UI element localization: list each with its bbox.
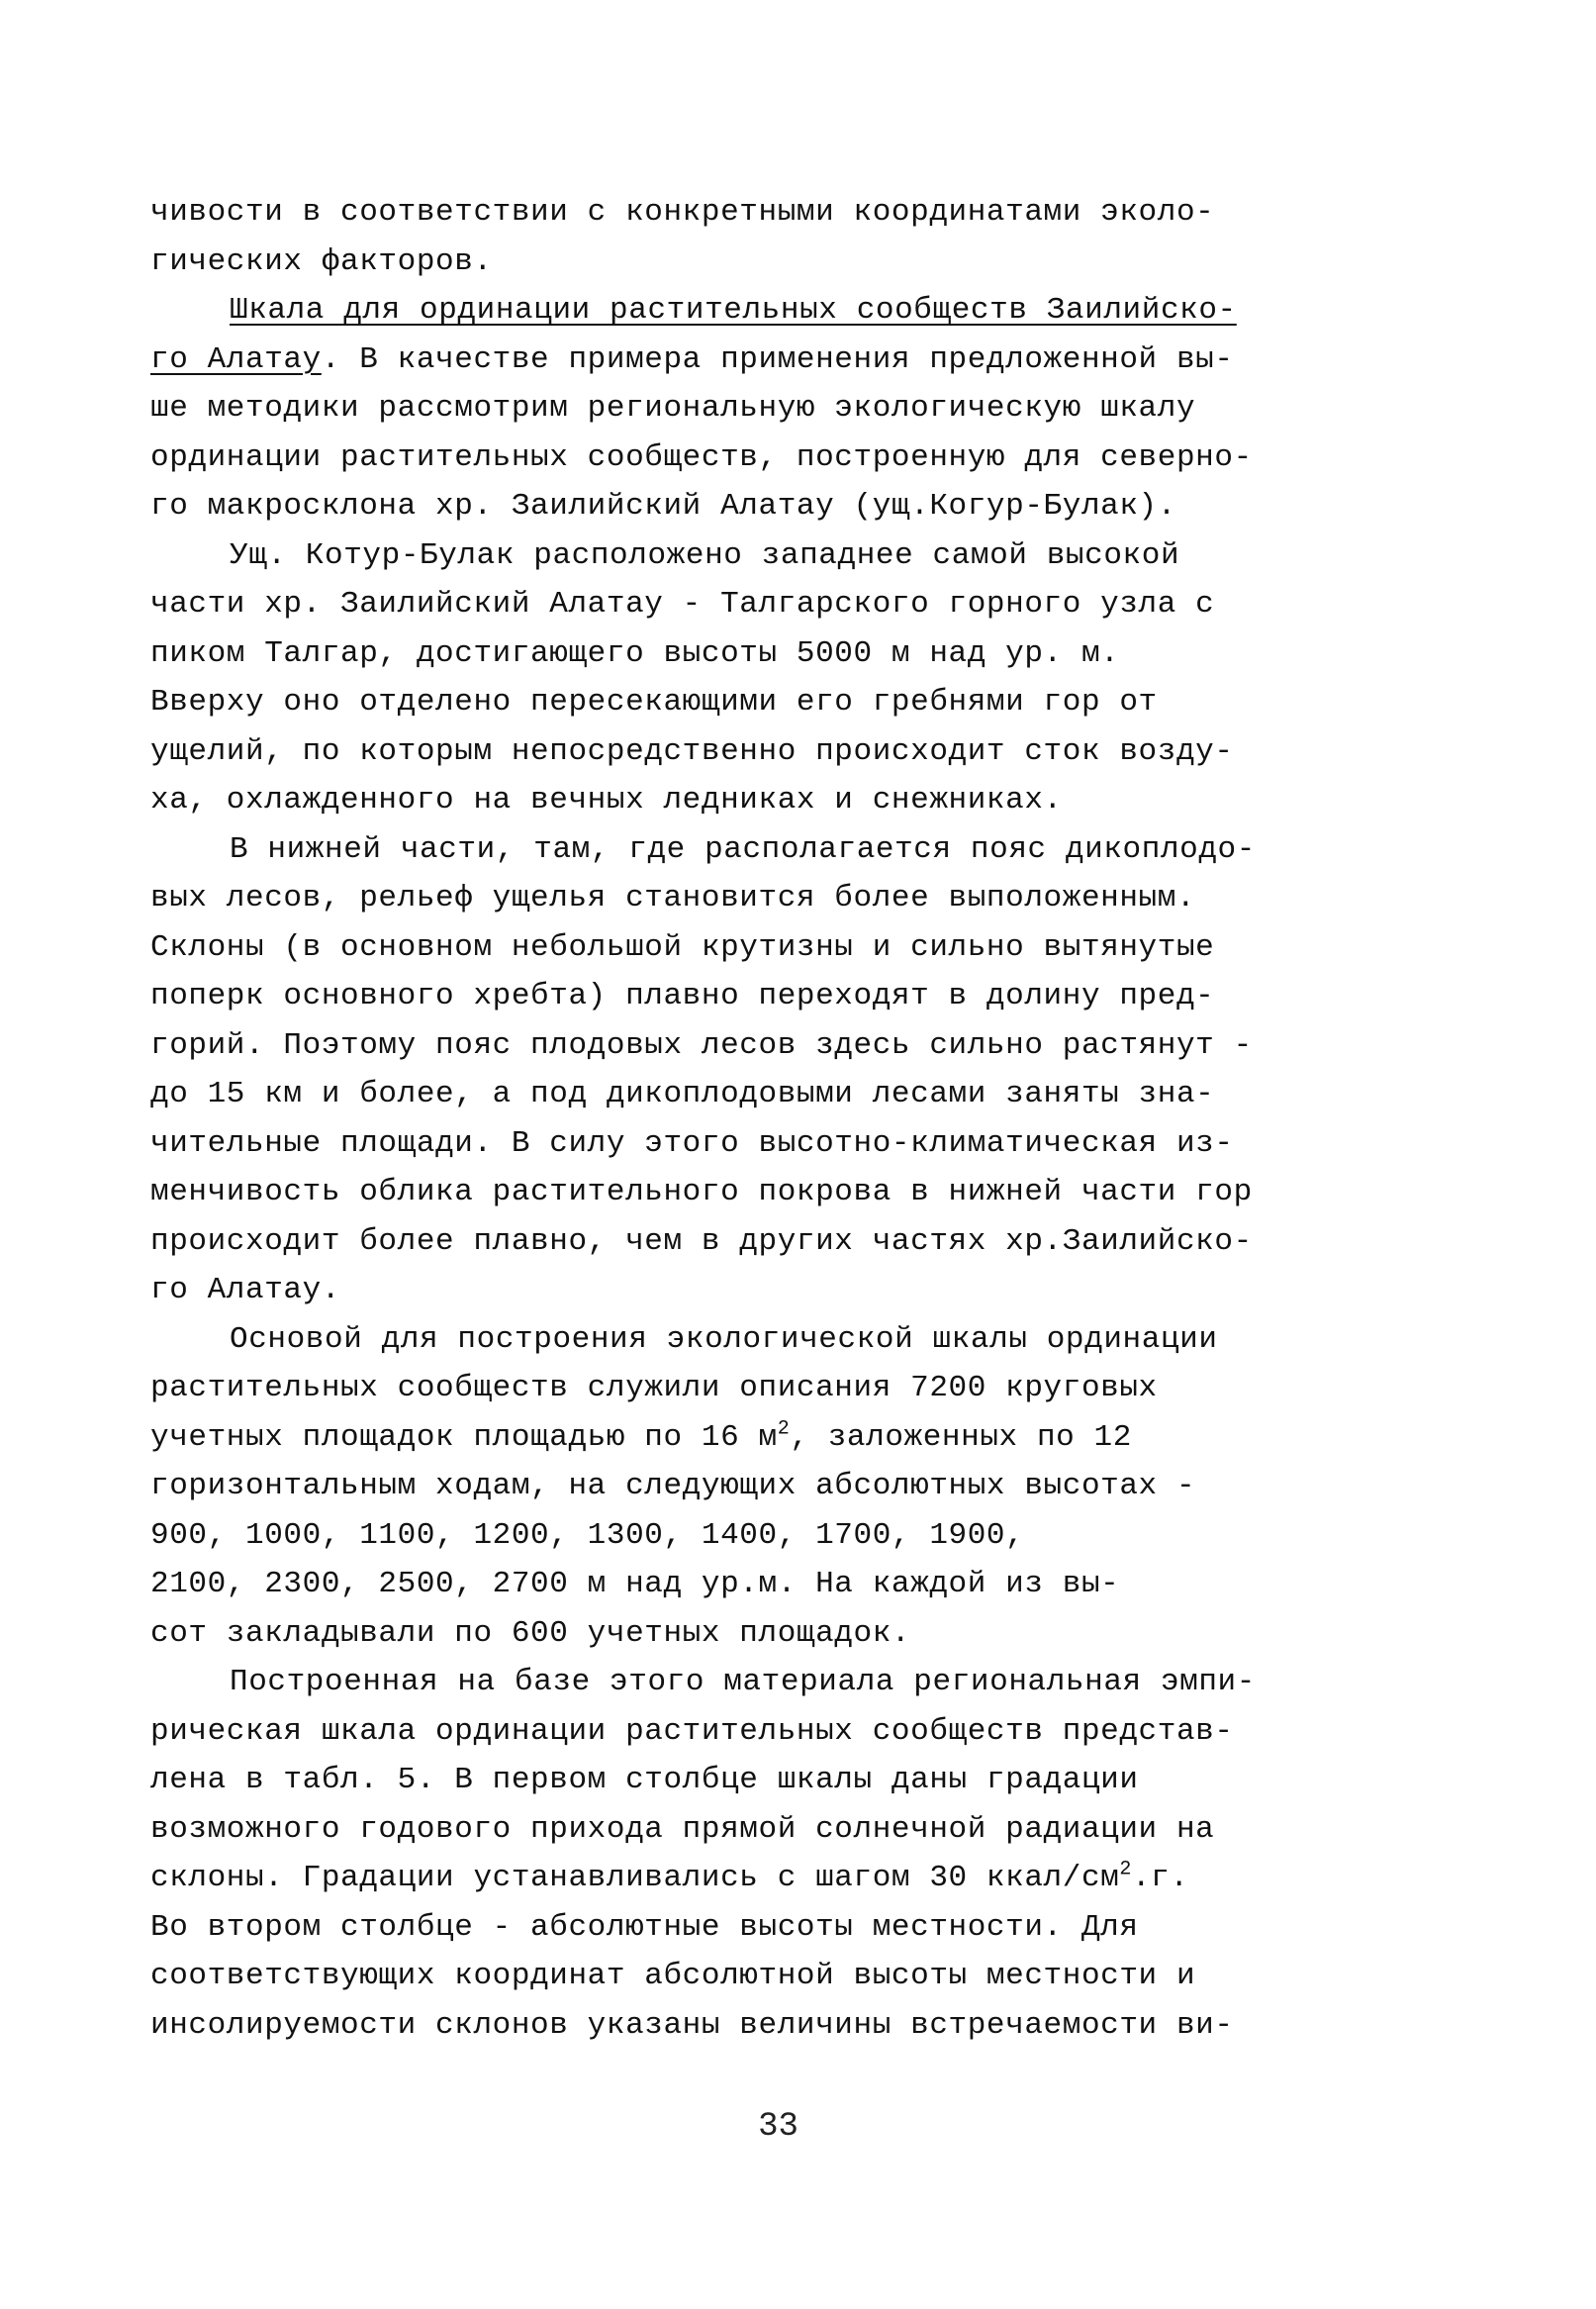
text-line — [150, 1413, 1506, 1463]
text-fragment: .г. — [1131, 1861, 1189, 1895]
text-line: рическая шкала ординации растительных сообществ представ- — [150, 1713, 1234, 1749]
text-fragment: склоны. Градации устанавливались с шагом 30 ккал/см — [150, 1861, 1120, 1895]
text-line: ординации растительных сообществ, построенную для северно- — [150, 439, 1253, 475]
text-fragment: , заложенных по 12 — [790, 1419, 1132, 1455]
text-line: 900, 1000, 1100, 1200, 1300, 1400, 1700, 1900, — [150, 1517, 1025, 1553]
section-heading: Шкала для ординации растительных сообществ Заилийско- — [230, 293, 1237, 328]
text-line: ше методики рассмотрим региональную экологическую шкалу — [150, 391, 1196, 426]
text-line: Вверху оно отделено пересекающими его гребнями гор от — [150, 685, 1158, 720]
text-line: поперк основного хребта) плавно переходят в долину пред- — [150, 979, 1215, 1013]
text-line — [150, 1854, 1506, 1903]
text-line: менчивость облика растительного покрова в нижней части гор — [150, 1175, 1253, 1209]
text-line: Ущ. Котур-Булак расположено западнее самой высокой — [230, 537, 1180, 573]
text-line: до 15 км и более, а под дикоплодовыми лесами заняты зна- — [150, 1077, 1215, 1111]
text-line: инсолируемости склонов указаны величины встречаемости ви- — [150, 2007, 1234, 2043]
text-line: 2100, 2300, 2500, 2700 м над ур.м. На каждой из вы- — [150, 1567, 1120, 1601]
text-line: го Алатау. — [150, 1273, 341, 1307]
superscript: 2 — [777, 1417, 791, 1441]
text-line: Склоны (в основном небольшой крутизны и сильно вытянутые — [150, 929, 1215, 965]
text-line: возможного годового прихода прямой солнечной радиации на — [150, 1811, 1215, 1847]
text-line: лена в табл. 5. В первом столбце шкалы даны градации — [150, 1763, 1139, 1797]
text-line: чивости в соответствии с конкретными координатами эколо- — [150, 195, 1215, 230]
section-heading-continuation: го Алатау — [150, 341, 322, 377]
text-line: ха, охлажденного на вечных ледниках и снежниках. — [150, 783, 1063, 818]
text-line: растительных сообществ служили описания 7200 круговых — [150, 1371, 1158, 1405]
text-line: сот закладывали по 600 учетных площадок. — [150, 1615, 911, 1651]
text-line: соответствующих координат абсолютной высоты местности и — [150, 1959, 1196, 1993]
text-line: В нижней части, там, где располагается пояс дикоплодо- — [230, 831, 1256, 867]
text-line: горизонтальным ходам, на следующих абсолютных высотах - — [150, 1469, 1196, 1503]
text-line: вых лесов, рельеф ущелья становится более выположенным. — [150, 881, 1196, 915]
text-line — [150, 336, 1506, 385]
text-line: чительные площади. В силу этого высотно-климатическая из- — [150, 1125, 1234, 1161]
text-line: происходит более плавно, чем в других частях хр.Заилийско- — [150, 1223, 1253, 1259]
text-line: Во втором столбце - абсолютные высоты местности. Для — [150, 1909, 1139, 1945]
text-line: го макросклона хр. Заилийский Алатау (ущ.Когур-Булак). — [150, 489, 1176, 524]
text-line: гических факторов. — [150, 243, 493, 279]
text-line — [150, 286, 1506, 336]
text-line: горий. Поэтому пояс плодовых лесов здесь сильно растянут - — [150, 1027, 1253, 1063]
text-line: Построенная на базе этого материала региональная эмпи- — [230, 1665, 1256, 1699]
body-text — [150, 188, 1506, 2050]
text-line: пиком Талгар, достигающего высоты 5000 м над ур. м. — [150, 635, 1120, 671]
text-fragment: . В качестве примера применения предложенной вы- — [321, 341, 1234, 377]
page-number: 33 — [758, 2108, 798, 2146]
text-fragment: учетных площадок площадью по 16 м — [150, 1419, 778, 1455]
text-line: Основой для построения экологической шкалы ординации — [230, 1321, 1218, 1357]
text-line: части хр. Заилийский Алатау - Талгарского горного узла с — [150, 587, 1215, 622]
text-line: ущелий, по которым непосредственно происходит сток возду- — [150, 733, 1234, 769]
superscript: 2 — [1119, 1858, 1132, 1881]
